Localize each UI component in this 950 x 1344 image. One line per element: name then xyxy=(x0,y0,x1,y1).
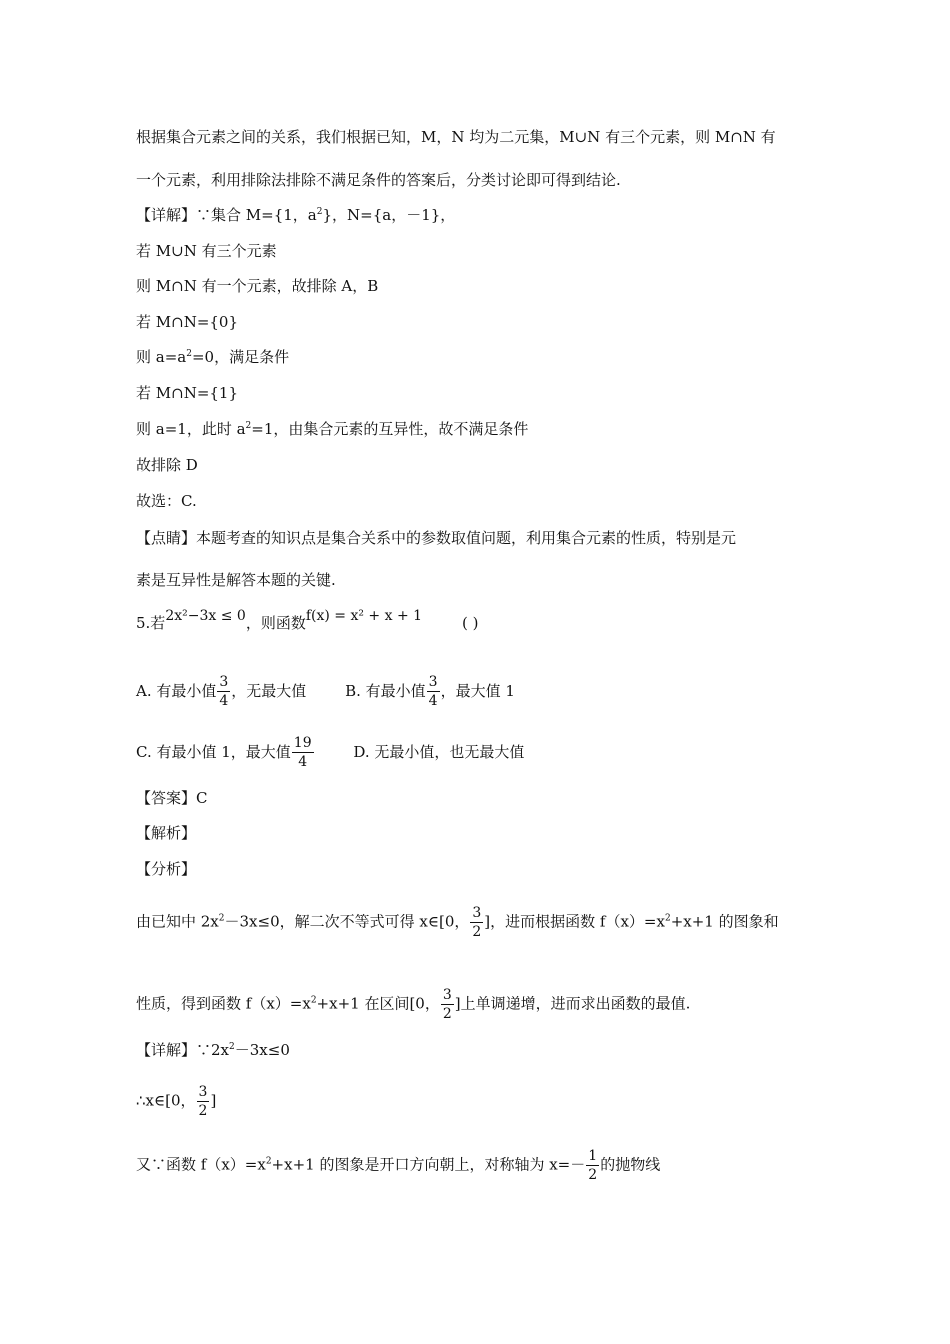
option-row-cd xyxy=(136,736,524,769)
superscript: 2 xyxy=(218,913,225,924)
question-prefix: 5.若 xyxy=(136,614,166,632)
paragraph-case-zero xyxy=(136,312,238,332)
text: ]，进而根据函数 f（x）=x xyxy=(484,912,665,931)
text: +x+1 的图象是开口方向朝上，对称轴为 x=－ xyxy=(271,1155,586,1174)
paragraph-analysis-line1 xyxy=(136,127,776,147)
option-b xyxy=(345,674,515,709)
numerator: 19 xyxy=(293,735,312,751)
answer-line xyxy=(136,788,207,808)
text: 【分析】 xyxy=(136,860,197,878)
text: －3x≤0，解二次不等式可得 x∈[0， xyxy=(224,912,470,931)
denominator: 4 xyxy=(219,693,229,709)
option-d: D. 无最小值，也无最大值 xyxy=(353,742,525,761)
text: 故排除 D xyxy=(136,456,198,474)
paragraph-case-one-result xyxy=(136,419,528,439)
fenxi-heading xyxy=(136,859,196,879)
text: 【详解】∵集合 M={1，a xyxy=(136,206,317,224)
text: ] xyxy=(210,1091,217,1110)
text: 则 M∩N 有一个元素，故排除 A，B xyxy=(136,277,379,295)
paragraph-case-one xyxy=(136,383,238,403)
fraction xyxy=(292,736,314,769)
text: 素是互异性是解答本题的关键. xyxy=(136,571,336,589)
denominator: 2 xyxy=(472,924,482,940)
fraction xyxy=(586,1149,599,1182)
denominator: 4 xyxy=(428,693,438,709)
paragraph-choice xyxy=(136,491,197,511)
paragraph-case-zero-result xyxy=(136,347,289,367)
superscript: 2 xyxy=(186,349,192,359)
text: 一个元素，利用排除法排除不满足条件的答案后，分类讨论即可得到结论. xyxy=(136,171,621,189)
superscript: 2 xyxy=(316,207,323,217)
superscript: 2 xyxy=(664,913,671,924)
fraction xyxy=(197,1085,210,1118)
text: －3x≤0 xyxy=(234,1041,290,1059)
text: 根据集合元素之间的关系，我们根据已知，M，N 均为二元集，M∪N 有三个元素，则 M∩N 有 xyxy=(136,128,776,146)
numerator: 1 xyxy=(588,1148,598,1164)
detail-line-3 xyxy=(136,1149,660,1182)
option-a xyxy=(136,674,311,709)
text: 若 M∪N 有三个元素 xyxy=(136,242,277,260)
option-c-prefix: C. 有最小值 1，最大值 xyxy=(136,742,291,761)
text: 则 a=1，此时 a xyxy=(136,420,246,438)
numerator: 3 xyxy=(219,674,229,690)
superscript: 2 xyxy=(245,421,252,431)
analysis-heading xyxy=(136,823,196,843)
text: +x+1 的图象和 xyxy=(670,912,779,931)
text: }，N={a，－1}， xyxy=(322,206,456,224)
question-middle: ，则函数 xyxy=(245,614,306,632)
denominator: 2 xyxy=(442,1006,452,1022)
paragraph-analysis-line2 xyxy=(136,170,621,190)
option-c xyxy=(136,735,319,770)
paragraph-comment-line2 xyxy=(136,570,336,590)
text: +x+1 在区间[0， xyxy=(316,994,440,1013)
fraction xyxy=(427,675,440,708)
analysis-sentence-2 xyxy=(136,988,690,1021)
text: 则 a=a xyxy=(136,348,187,366)
option-a-prefix: A. 有最小值 xyxy=(136,681,217,700)
fraction xyxy=(217,675,230,708)
numerator: 3 xyxy=(198,1084,208,1100)
text: 【点睛】本题考查的知识点是集合关系中的参数取值问题，利用集合元素的性质，特别是元 xyxy=(136,529,737,547)
denominator: 2 xyxy=(198,1103,208,1119)
text: =0，满足条件 xyxy=(191,348,290,366)
option-b-prefix: B. 有最小值 xyxy=(345,681,426,700)
superscript: 2 xyxy=(310,995,317,1006)
superscript: 2 xyxy=(229,1042,235,1052)
text: 故选：C. xyxy=(136,492,197,510)
detail-line-2 xyxy=(136,1085,216,1118)
numerator: 3 xyxy=(442,987,452,1003)
numerator: 3 xyxy=(428,674,438,690)
text: 若 M∩N={0} xyxy=(136,313,239,331)
option-b-suffix: ，最大值 1 xyxy=(440,681,515,700)
question-condition: 2x²−3x ≤ 0 xyxy=(165,608,246,624)
question-5 xyxy=(136,608,479,634)
fraction xyxy=(470,906,483,939)
paragraph-comment-line1 xyxy=(136,528,736,548)
text: 的抛物线 xyxy=(600,1155,661,1174)
detail-line-1 xyxy=(136,1040,290,1060)
text: 由已知中 2x xyxy=(136,912,219,931)
superscript: 2 xyxy=(265,1156,272,1167)
paragraph-intersection xyxy=(136,276,378,296)
text: 性质，得到函数 f（x）=x xyxy=(136,994,311,1013)
text: =1，由集合元素的互异性，故不满足条件 xyxy=(251,420,529,438)
denominator: 4 xyxy=(298,754,308,770)
answer-blank: ( ) xyxy=(462,614,479,632)
text: ]上单调递增，进而求出函数的最值. xyxy=(454,994,691,1013)
text: 又∵函数 f（x）=x xyxy=(136,1155,266,1174)
option-a-suffix: ，无最大值 xyxy=(231,681,307,700)
fraction xyxy=(441,988,454,1021)
paragraph-union xyxy=(136,241,277,261)
text: 【详解】∵2x xyxy=(136,1041,230,1059)
text: ∴x∈[0， xyxy=(136,1091,196,1110)
question-function: f(x) = x² + x + 1 xyxy=(305,608,423,624)
paragraph-exclude-d xyxy=(136,455,198,475)
text: 【解析】 xyxy=(136,824,197,842)
numerator: 3 xyxy=(472,905,482,921)
text: 若 M∩N={1} xyxy=(136,384,239,402)
analysis-sentence-1 xyxy=(136,906,779,939)
option-row-ab xyxy=(136,675,515,708)
paragraph-detail-set xyxy=(136,205,455,225)
text: 【答案】C xyxy=(136,789,208,807)
denominator: 2 xyxy=(588,1167,598,1183)
